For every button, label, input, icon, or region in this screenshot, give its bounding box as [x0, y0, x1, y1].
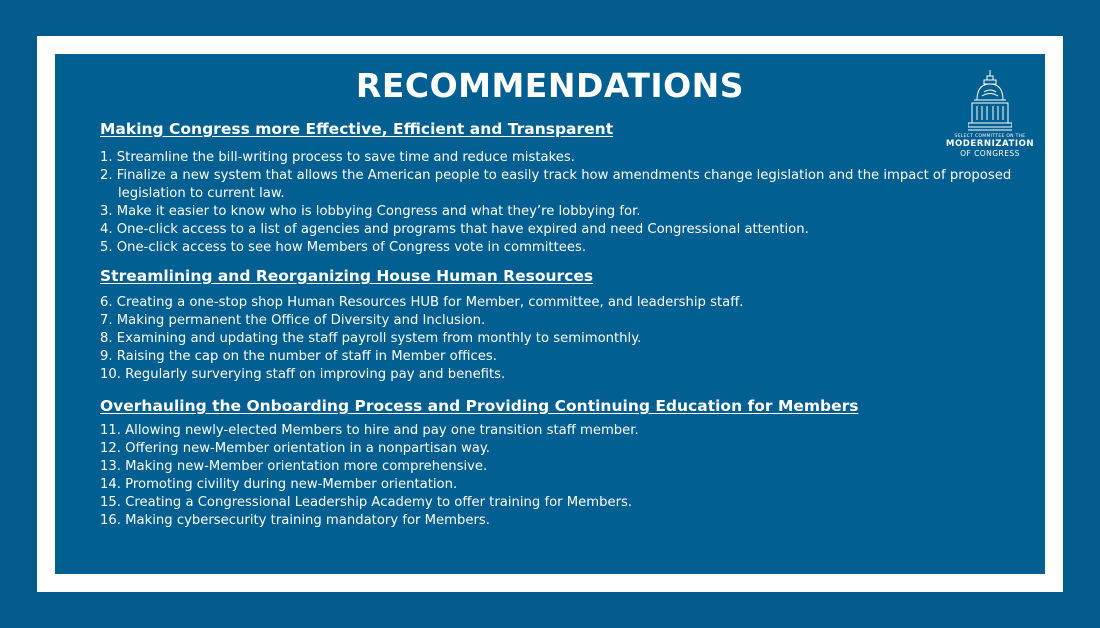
section-heading-hr: Streamlining and Reorganizing House Human Resources [100, 267, 594, 285]
list-item: 1. Streamline the bill-writing process to save time and reduce mistakes. [100, 150, 575, 165]
list-item: 10. Regularly surverying staff on improving pay and benefits. [100, 367, 506, 382]
section-heading-onboarding: Overhauling the Onboarding Process and Providing Continuing Education for Members [100, 397, 859, 415]
list-item: 9. Raising the cap on the number of staff in Member offices. [100, 349, 497, 364]
list-item: 16. Making cybersecurity training mandatory for Members. [100, 513, 490, 528]
section-heading-effective: Making Congress more Effective, Efficient and Transparent [100, 120, 614, 138]
logo-committee-line: SELECT COMMITTEE ON THE [954, 134, 1026, 139]
list-item: 15. Creating a Congressional Leadership Academy to offer training for Members. [100, 495, 633, 510]
list-item: 13. Making new-Member orientation more comprehensive. [100, 459, 488, 474]
list-item: 8. Examining and updating the staff payroll system from monthly to semimonthly. [100, 331, 642, 346]
list-item: 11. Allowing newly-elected Members to hire and pay one transition staff member. [100, 423, 639, 438]
list-item: 5. One-click access to see how Members of Congress vote in committees. [100, 240, 587, 255]
recommendations-list-hr [100, 294, 743, 384]
list-item: 3. Make it easier to know who is lobbying Congress and what they’re lobbying for. [100, 204, 641, 219]
list-item: 6. Creating a one-stop shop Human Resources HUB for Member, committee, and leadership staff. [100, 295, 744, 310]
list-item: 14. Promoting civility during new-Member orientation. [100, 477, 458, 492]
logo-congress-line: OF CONGRESS [960, 149, 1020, 158]
recommendations-list-effective [100, 149, 1048, 257]
capitol-dome-icon [968, 70, 1012, 132]
list-item: 4. One-click access to a list of agencies and programs that have expired and need Congressional attention. [100, 222, 809, 237]
recommendations-panel [55, 54, 1045, 574]
list-item: 7. Making permanent the Office of Diversity and Inclusion. [100, 313, 486, 328]
list-item: 2. Finalize a new system that allows the American people to easily track how amendments change legislation and the impact of proposed legislation to current law. [100, 168, 1012, 201]
recommendations-list-onboarding [100, 422, 639, 530]
list-item: 12. Offering new-Member orientation in a nonpartisan way. [100, 441, 490, 456]
logo-modernization-line: MODERNIZATION [945, 139, 1035, 149]
page-title: RECOMMENDATIONS [355, 66, 745, 105]
